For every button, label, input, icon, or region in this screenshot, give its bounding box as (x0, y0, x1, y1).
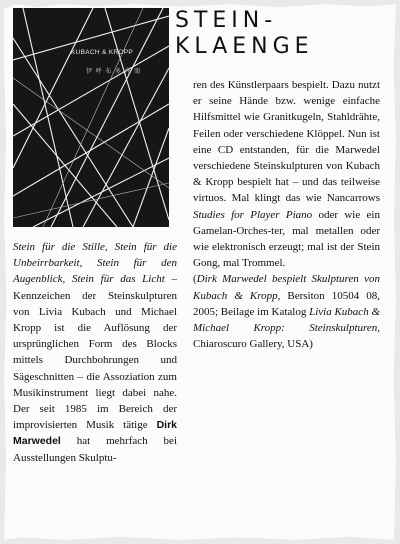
cd-cover-image (13, 8, 169, 227)
left-text-2: hat mehrfach bei Ausstellungen Skulptu- (13, 435, 177, 464)
work-title: Studies for Player Piano (193, 208, 313, 221)
credit-open: ( (193, 273, 197, 286)
cover-title: KUBACH & KROPP (71, 49, 133, 56)
cover-line-art (13, 8, 169, 227)
article-column-right (193, 77, 380, 352)
left-text-1: – Kennzeichen der Steinskulpturen von Livia Kubach und Michael Kropp ist die Auflösung der ursprünglichen Form des Blocks mittels Durchbohrungen und Sägeschnitten – die Assoziation zum Musikinstrument liegt dabei nahe. Der seit 1985 im Bereich der improvisierten Musik tätige (13, 273, 178, 432)
credit-italic-2: Livia Kubach & Michael Kropp: Steinskulpturen, (193, 305, 381, 335)
headline-line-1: STEIN- (175, 8, 278, 33)
right-text-1: ren des Künstlerpaars bespielt. Dazu nutzt er seine Hände bzw. wenige einfache Hilfsmittel wie Granitkugeln, Stahldrähte, Feilen oder verschiedene Klöppel. Nun ist eine CD entstanden, für die Marwedel verschiedene Steinskulpturen von Kubach & Kropp bespielt hat – und das teilweise virtuos. Mal klingt das wie Nancarrows (193, 79, 380, 205)
right-text-2: oder wie ein Gamelan-Orches-ter, mal metallen oder wie elektronisch erzeugt; mal ist der Stein Gong, mal Trommel. (193, 208, 380, 270)
artist-name: Dirk Marwedel (13, 419, 177, 448)
right-paragraph (193, 77, 380, 271)
credit-plain-2: Chiaroscuro Gallery, USA) (193, 338, 313, 351)
headline-line-2: KLAENGE (175, 34, 314, 59)
credit-plain-1: Bersiton 10504 08, 2005; Beilage im Katalog (193, 289, 380, 318)
cover-subtitle: 伊 呼 布 多 洋 眼 (86, 69, 142, 75)
credit-italic-1: Dirk Marwedel bespielt Skulpturen von Kubach & Kropp, (193, 273, 380, 302)
article-column-left (13, 239, 177, 466)
credit-paragraph (193, 271, 380, 352)
article-headline (175, 8, 380, 60)
intro-italic: Stein für die Stille, Stein für die Unbeirrbarkeit, Stein für den Augenblick, Stein für das Licht (13, 241, 177, 286)
left-paragraph (13, 239, 177, 466)
